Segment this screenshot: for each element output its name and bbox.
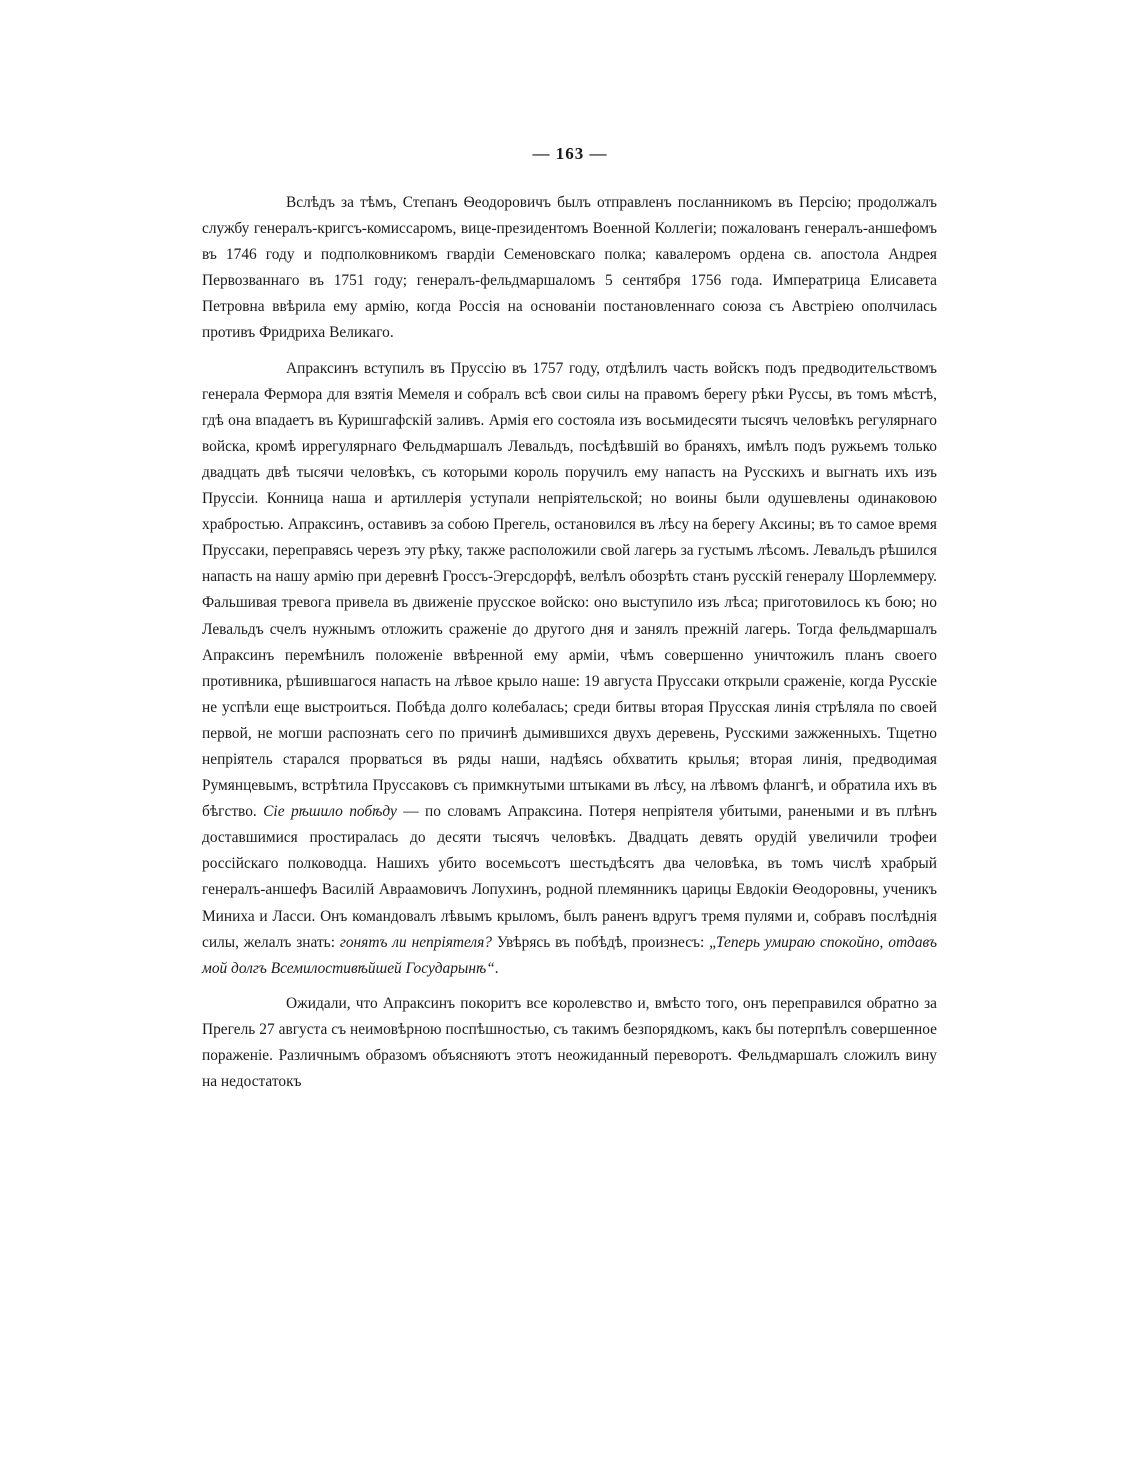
paragraph-2-quote-enemy: гонятъ ли непріятеля?: [339, 933, 492, 951]
body-text: [202, 190, 937, 1105]
paragraph-2-text-a: Апраксинъ вступилъ въ Пруссію въ 1757 году, отдѣлилъ часть войскъ подъ предводительствомъ генерала Фермора для взятія Мемеля и собралъ всѣ свои силы на правомъ берегу рѣки Руссы, въ томъ мѣстѣ, гдѣ она впадаетъ въ Куришгафскій заливъ. Армія его состояла изъ восьмидесяти тысячъ человѣкъ регулярнаго войска, кромѣ иррегулярнаго Фельдмаршалъ Левальдъ, посѣдѣвшій во браняхъ, имѣлъ подъ ружьемъ только двадцать двѣ тысячи человѣкъ, съ которыми король поручилъ ему напасть на Русскихъ и выгнать ихъ изъ Пруссіи. Конница наша и артиллерія уступали непріятельской; но воины были одушевлены одинаковою храбростью. Апраксинъ, оставивъ за собою Прегель, остановился въ лѣсу на берегу Аксины; въ то самое время Пруссаки, переправясь черезъ эту рѣку, также расположили свой лагерь за густымъ лѣсомъ. Левальдъ рѣшился напасть на нашу армію при деревнѣ Гроссъ-Эгерсдорфѣ, велѣлъ обозрѣть станъ русскій генералу Шорлеммеру. Фальшивая тревога привела въ движеніе прусское войско: оно выступило изъ лѣса; приготовилось къ бою; но Левальдъ счелъ нужнымъ отложить сраженіе до другого дня и занялъ прежній лагерь. Тогда фельдмаршалъ Апраксинъ перемѣнилъ положеніе ввѣренной ему арміи, чѣмъ совершенно уничтожилъ планъ своего противника, рѣшившагося напасть на лѣвое крыло наше: 19 августа Пруссаки открыли сраженіе, когда Русскіе не успѣли еще выстроиться. Побѣда долго колебалась; среди битвы вторая Прусская линія стрѣляла по своей первой, не могши распознать сего по причинѣ дымившихся двухъ деревень, Русскими зажженныхъ. Тщетно непріятель старался прорваться въ ряды наши, надѣясь обхватить крылья; вторая линія, предводимая Румянцевымъ, встрѣтила Пруссаковъ съ примкнутыми штыками въ лѣсу, на лѣвомъ флангѣ, и обратила ихъ въ бѣгство.: [202, 359, 937, 821]
paragraph-1-text: Вслѣдъ за тѣмъ, Степанъ Ѳеодоровичъ былъ отправленъ посланникомъ въ Персію; продолжалъ службу генералъ-кригсъ-комиссаромъ, вице-президентомъ Военной Коллегіи; пожалованъ генералъ-аншефомъ въ 1746 году и подполковникомъ гвардіи Семеновскаго полка; кавалеромъ ордена св. апостола Андрея Первозваннаго въ 1751 году; генералъ-фельдмаршаломъ 5 сентября 1756 года. Императрица Елисавета Петровна ввѣрила ему армію, когда Россія на основаніи постановленнаго союза съ Австріею ополчилась противъ Фридриха Великаго.: [202, 194, 937, 342]
page-number: — 163 —: [532, 144, 608, 163]
paragraph-2-text-c: Увѣрясь въ побѣдѣ, произнесъ:: [491, 933, 710, 951]
paragraph-2-text-d: .: [494, 959, 499, 977]
paragraph-3: [202, 991, 937, 1095]
paragraph-2-quote-victory: Сіе рѣшило побѣду: [263, 803, 397, 821]
paragraph-3-text: Ожидали, что Апраксинъ покоритъ все королевство и, вмѣсто того, онъ переправился обратно за Прегель 27 августа съ неимовѣрною поспѣшностью, съ такимъ безпорядкомъ, какъ бы потерпѣлъ совершенное пораженіе. Различнымъ образомъ объясняютъ этотъ неожиданный переворотъ. Фельдмаршалъ сложилъ вину на недостатокъ: [202, 994, 937, 1091]
paragraph-2: [202, 356, 937, 982]
paragraph-1: [202, 190, 937, 347]
paragraph-2-quote-last-words: „Теперь умираю спокойно, отдавъ мой долгъ Всемилостивѣйшей Государынѣ“: [202, 933, 938, 977]
paragraph-2-text-b: — по словамъ Апраксина. Потеря непріятеля убитыми, ранеными и въ плѣнъ доставшимися простиралась до десяти тысячъ человѣкъ. Двадцать девять орудій увеличили трофеи россійскаго полководца. Нашихъ убито восемьсотъ шестьдѣсятъ два человѣка, въ томъ числѣ храбрый генералъ-аншефъ Василій Авраамовичъ Лопухинъ, родной племянникъ царицы Евдокіи Ѳеодоровны, ученикъ Миниха и Ласси. Онъ командовалъ лѣвымъ крыломъ, былъ раненъ вдругъ тремя пулями и, собравъ послѣднія силы, желалъ знать:: [202, 803, 938, 951]
